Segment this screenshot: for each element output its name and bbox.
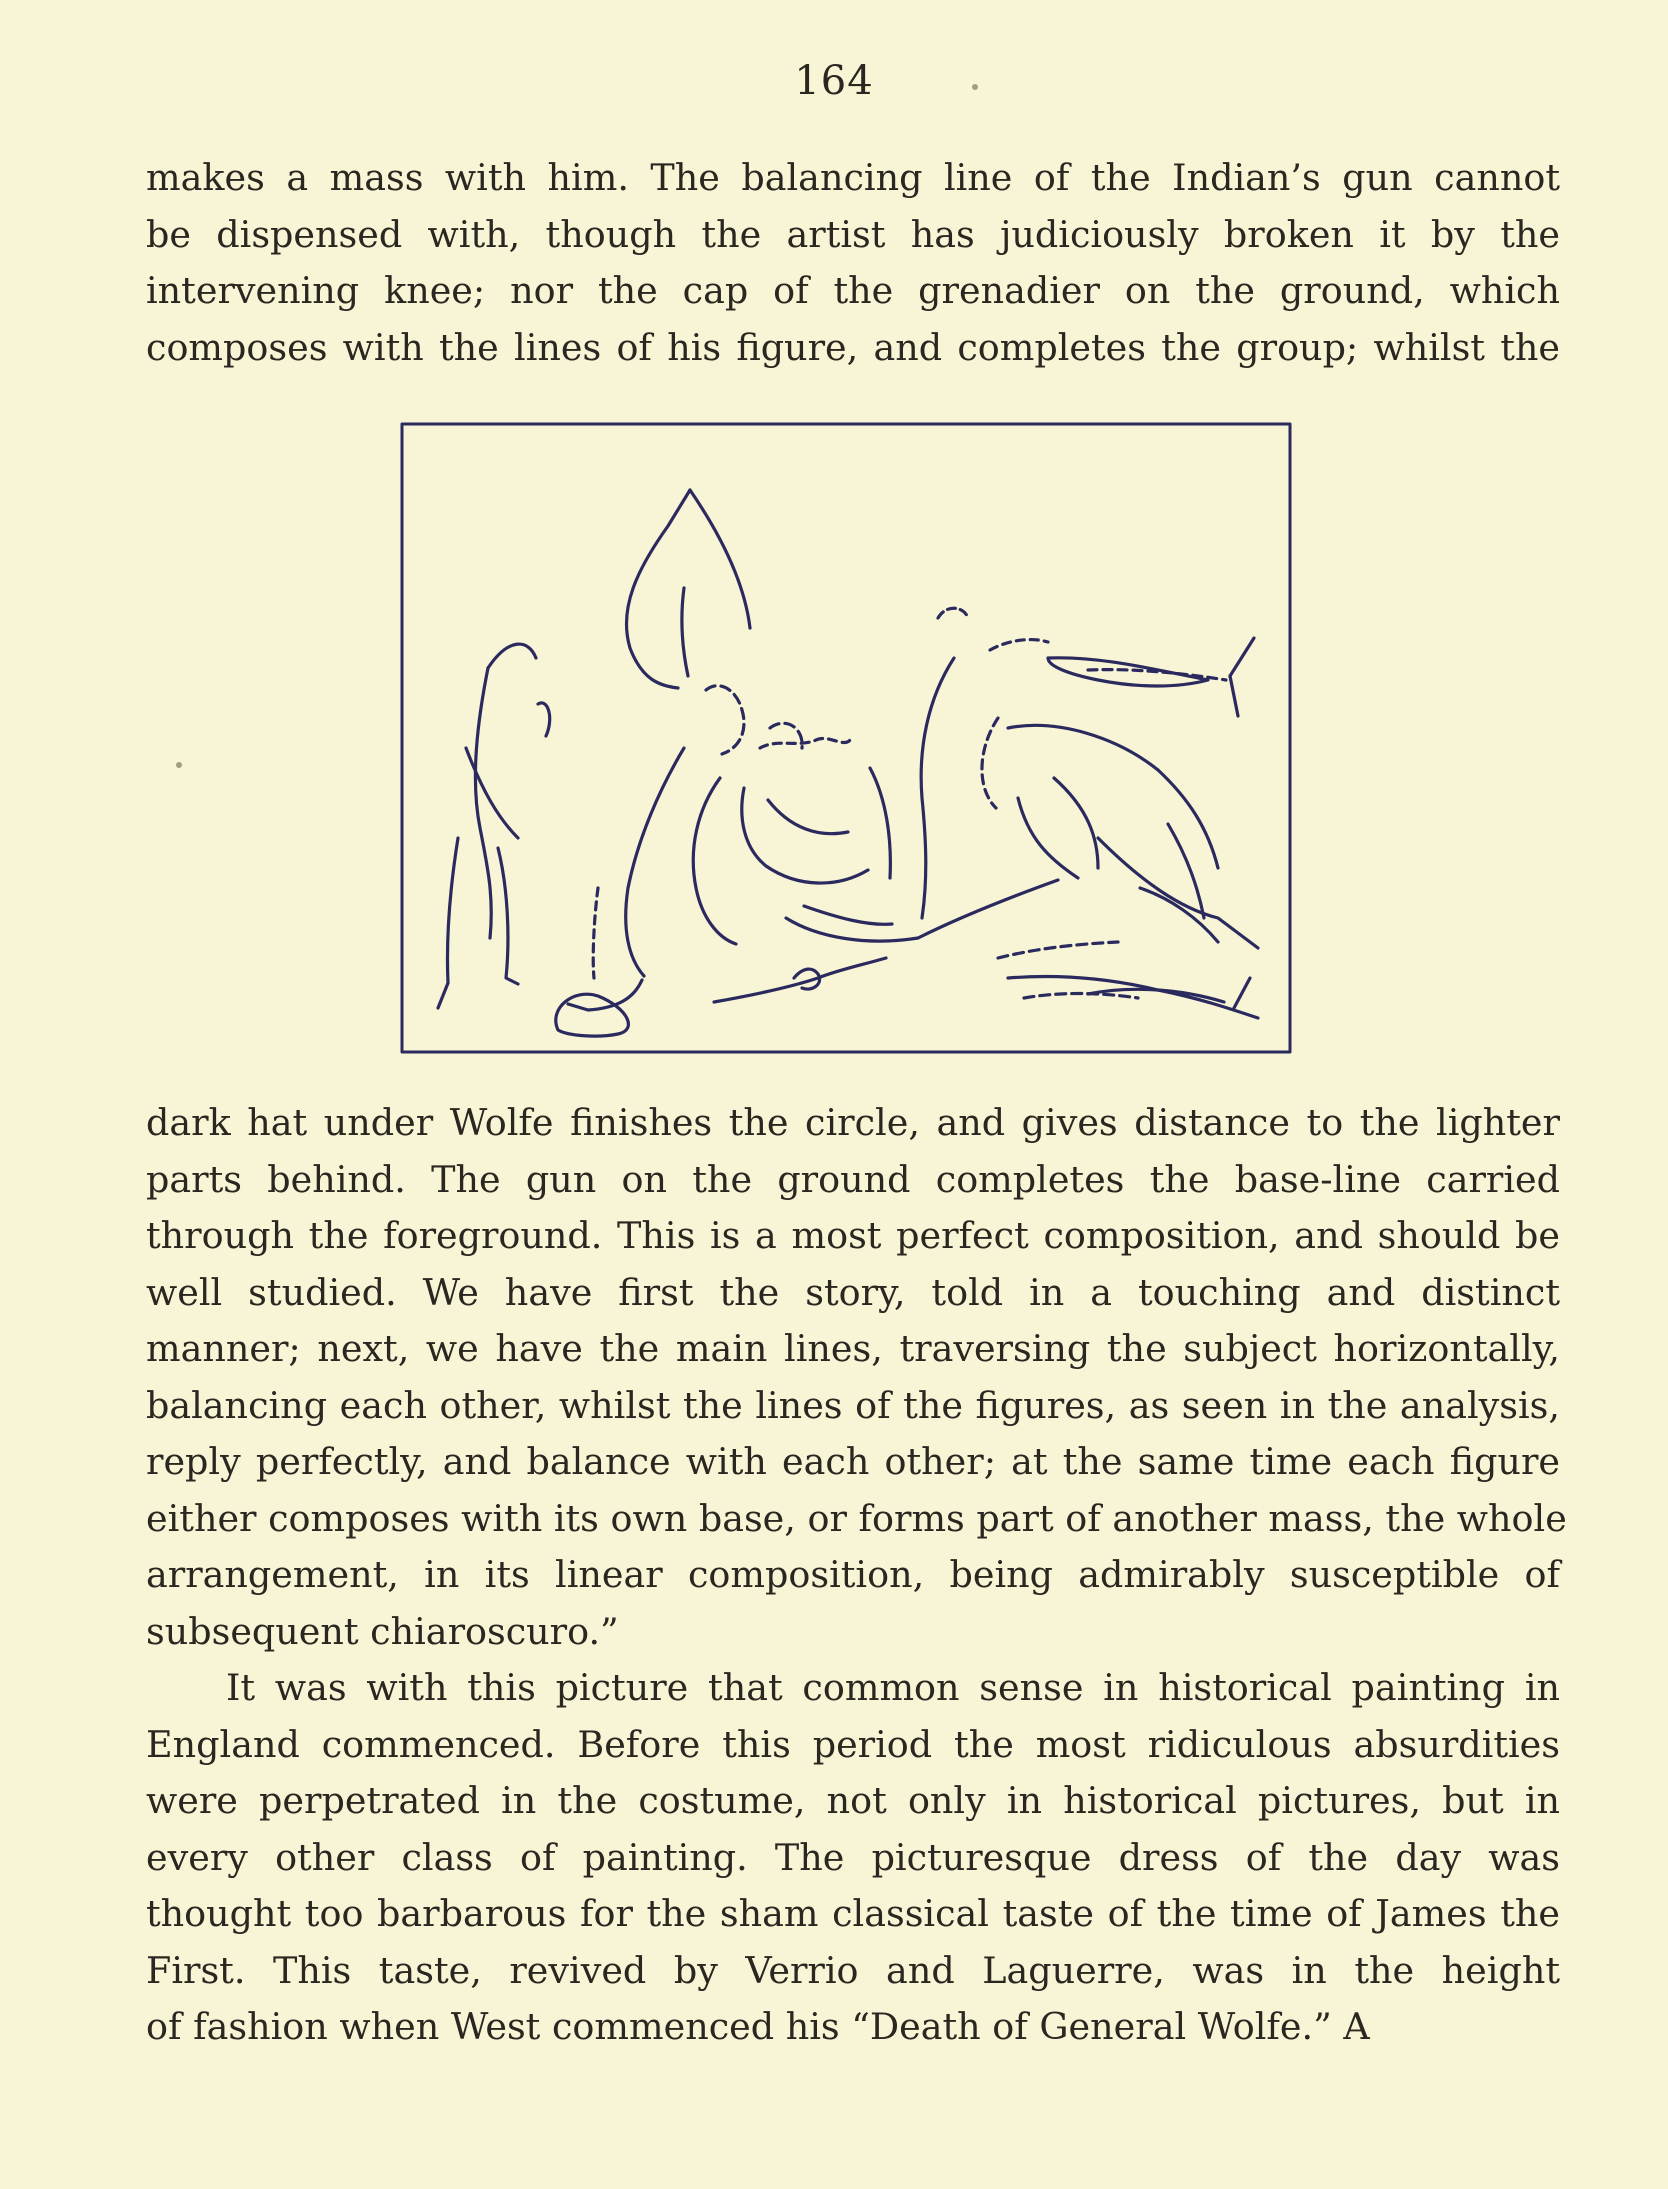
text-line: It was with this picture that common sense in historical painting in bbox=[226, 1666, 1560, 1709]
text-line: intervening knee; nor the cap of the grenadier on the ground, which bbox=[146, 269, 1560, 312]
text-line: arrangement, in its linear composition, being admirably susceptible of bbox=[146, 1553, 1560, 1596]
paragraph-top bbox=[146, 150, 1560, 376]
text-line: makes a mass with him. The balancing line of the Indian’s gun cannot bbox=[146, 156, 1560, 199]
composition-diagram bbox=[398, 418, 1294, 1058]
text-line: through the foreground. This is a most perfect composition, and should be bbox=[146, 1214, 1560, 1257]
text-line: every other class of painting. The picturesque dress of the day was bbox=[146, 1835, 1560, 1879]
text-line: manner; next, we have the main lines, traversing the subject horizontally, bbox=[146, 1327, 1560, 1370]
text-line: subsequent chiaroscuro.” bbox=[146, 1609, 619, 1653]
text-line: be dispensed with, though the artist has judiciously broken it by the bbox=[146, 212, 1560, 256]
composition-analysis-diagram-icon bbox=[398, 418, 1294, 1058]
text-line: well studied. We have first the story, told in a touching and distinct bbox=[146, 1270, 1560, 1314]
text-line: reply perfectly, and balance with each other; at the same time each figure bbox=[146, 1440, 1560, 1483]
text-line: parts behind. The gun on the ground completes the base-line carried bbox=[146, 1157, 1560, 1201]
text-line: either composes with its own base, or forms part of another mass, the whole bbox=[146, 1496, 1567, 1540]
text-line: First. This taste, revived by Verrio and Laguerre, was in the height bbox=[146, 1948, 1560, 1992]
text-line: of fashion when West commenced his “Death of General Wolfe.” A bbox=[146, 2005, 1370, 2048]
text-line: England commenced. Before this period the most ridiculous absurdities bbox=[146, 1722, 1560, 1766]
text-line: composes with the lines of his figure, and completes the group; whilst the bbox=[146, 325, 1560, 369]
text-line: thought too barbarous for the sham classical taste of the time of James the bbox=[146, 1892, 1560, 1935]
paper-speck bbox=[176, 762, 182, 768]
paper-speck bbox=[972, 84, 978, 90]
paragraph-main bbox=[146, 1095, 1567, 2056]
text-line: dark hat under Wolfe finishes the circle, and gives distance to the lighter bbox=[146, 1101, 1560, 1144]
page-number: 164 bbox=[794, 58, 874, 104]
text-line: balancing each other, whilst the lines of the figures, as seen in the analysis, bbox=[146, 1383, 1560, 1427]
text-line: were perpetrated in the costume, not only in historical pictures, but in bbox=[146, 1779, 1560, 1822]
